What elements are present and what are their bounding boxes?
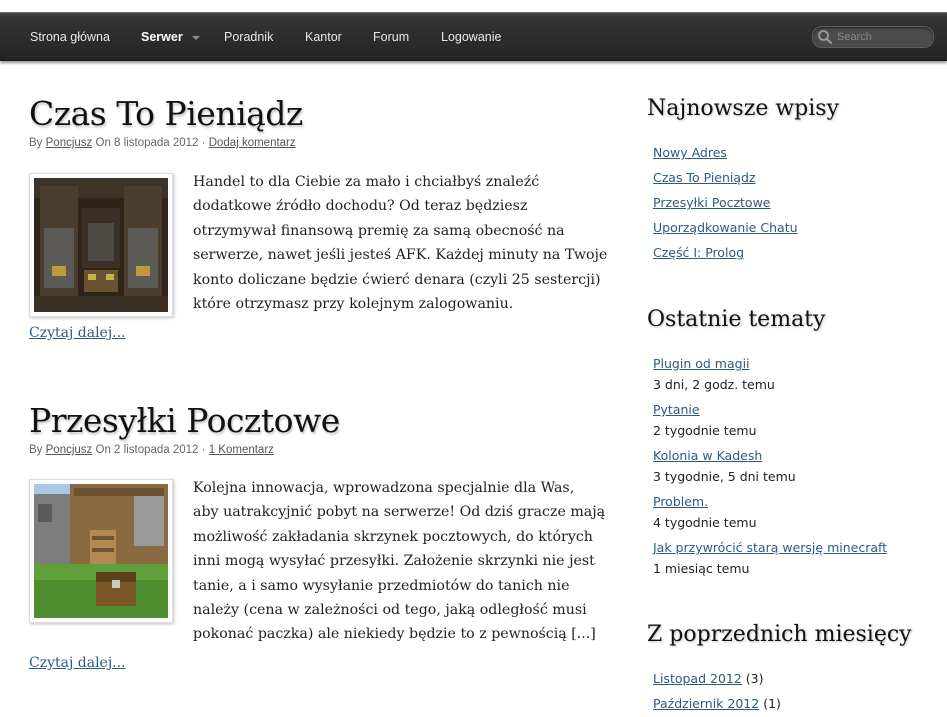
widget-title-archives: Z poprzednich miesięcy (647, 622, 912, 647)
nav-item-exchange[interactable]: Kantor (305, 30, 342, 44)
search-icon[interactable] (817, 29, 833, 45)
nav-item-forum[interactable]: Forum (373, 30, 410, 44)
widget-title-recent-topics: Ostatnie tematy (647, 307, 826, 332)
post-title[interactable]: Przesyłki Pocztowe (29, 401, 340, 440)
search-box (812, 26, 934, 48)
excerpt-line: pokonać paczka) ale niekiedy będzie to z pewnością [...] (193, 626, 596, 643)
meta-by: By (29, 137, 43, 149)
topic-link[interactable]: Problem. (653, 494, 709, 509)
recent-post-link[interactable]: Czas To Pieniądz (653, 170, 756, 185)
topic-time: 1 miesiąc temu (653, 561, 750, 576)
post-excerpt (193, 170, 607, 316)
excerpt-line: należy (cena w zależności od tego, jaką odległość musi (193, 602, 587, 619)
excerpt-line: otrzymywał finansową premię za samą obecność na (193, 222, 565, 239)
post-meta (29, 444, 274, 456)
recent-post-link[interactable]: Uporządkowanie Chatu (653, 220, 798, 235)
nav-item-home[interactable]: Strona główna (30, 30, 110, 44)
author-link[interactable]: Poncjusz (45, 444, 93, 456)
search-input[interactable] (837, 28, 927, 46)
archive-link[interactable]: Listopad 2012 (653, 671, 742, 686)
main-navigation (0, 12, 947, 61)
thumbnail-image-vault (34, 178, 168, 312)
excerpt-line: serwerze, nawet jeśli jesteś AFK. Każdej minuty na Twoje (193, 247, 608, 264)
post-title[interactable]: Czas To Pieniądz (29, 94, 303, 133)
recent-post-link[interactable]: Nowy Adres (653, 145, 727, 160)
topic-link[interactable]: Jak przywrócić starą wersję minecraft (653, 540, 888, 555)
author-link[interactable]: Poncjusz (45, 137, 93, 149)
excerpt-line: dodatkowe źródło dochodu? Od teraz będziesz (193, 198, 528, 215)
topic-time: 3 tygodnie, 5 dni temu (653, 469, 796, 484)
excerpt-line: Kolejna innowacja, wprowadzona specjalnie dla Was, (193, 480, 575, 496)
topic-link[interactable]: Pytanie (653, 402, 700, 417)
excerpt-line: Handel to dla Ciebie za mało i chciałbyś znaleźć (193, 174, 540, 190)
meta-on: On (95, 137, 111, 149)
post-date: 8 listopada 2012 (114, 137, 199, 149)
comments-link[interactable]: Dodaj komentarz (208, 137, 296, 149)
archive-item (653, 671, 764, 686)
topic-time: 2 tygodnie temu (653, 423, 757, 438)
post-thumbnail[interactable] (29, 479, 173, 623)
widget-title-recent-posts: Najnowsze wpisy (647, 96, 839, 121)
nav-item-server[interactable] (141, 13, 200, 61)
read-more-link[interactable]: Czytaj dalej... (29, 655, 126, 671)
chevron-down-icon (192, 36, 200, 40)
post-thumbnail[interactable] (29, 173, 173, 317)
meta-by: By (29, 444, 43, 456)
thumbnail-image-mailbox (34, 484, 168, 618)
topic-link[interactable]: Plugin od magii (653, 356, 750, 371)
nav-item-server-label: Serwer (141, 30, 183, 44)
excerpt-line: inni mogą wysyłać przesyłki. Założenie skrzynki nie jest (193, 553, 595, 570)
excerpt-line: możliwość zakładania skrzynek pocztowych, do których (193, 528, 593, 545)
topic-time: 3 dni, 2 godz. temu (653, 377, 775, 392)
nav-item-login[interactable]: Logowanie (441, 30, 502, 44)
recent-post-link[interactable]: Część I: Prolog (653, 245, 745, 260)
meta-separator: · (201, 444, 206, 456)
meta-separator: · (201, 137, 206, 149)
excerpt-line: konto doliczane będzie ćwierć denara (czyli 25 sestercji) (193, 271, 601, 288)
archive-item (653, 696, 781, 711)
post-meta (29, 137, 296, 149)
archive-count: (1) (763, 696, 781, 711)
topic-link[interactable]: Kolonia w Kadesh (653, 448, 763, 463)
topic-time: 4 tygodnie temu (653, 515, 757, 530)
post-date: 2 listopada 2012 (114, 444, 199, 456)
top-border (0, 0, 947, 12)
excerpt-line: które otrzymasz przy kolejnym zalogowaniu. (193, 296, 514, 313)
meta-on: On (95, 444, 111, 456)
read-more-link[interactable]: Czytaj dalej... (29, 325, 126, 341)
comments-link[interactable]: 1 Komentarz (208, 444, 274, 456)
nav-item-guide[interactable]: Poradnik (224, 30, 274, 44)
post-excerpt (193, 476, 605, 647)
recent-post-link[interactable]: Przesyłki Pocztowe (653, 195, 771, 210)
excerpt-line: aby uatrakcyjnić pobyt na serwerze! Od dziś gracze mają (193, 504, 606, 521)
excerpt-line: tanie, a i samo wysyłanie przedmiotów do tanich nie (193, 577, 570, 594)
archive-link[interactable]: Październik 2012 (653, 696, 760, 711)
archive-count: (3) (745, 671, 764, 686)
